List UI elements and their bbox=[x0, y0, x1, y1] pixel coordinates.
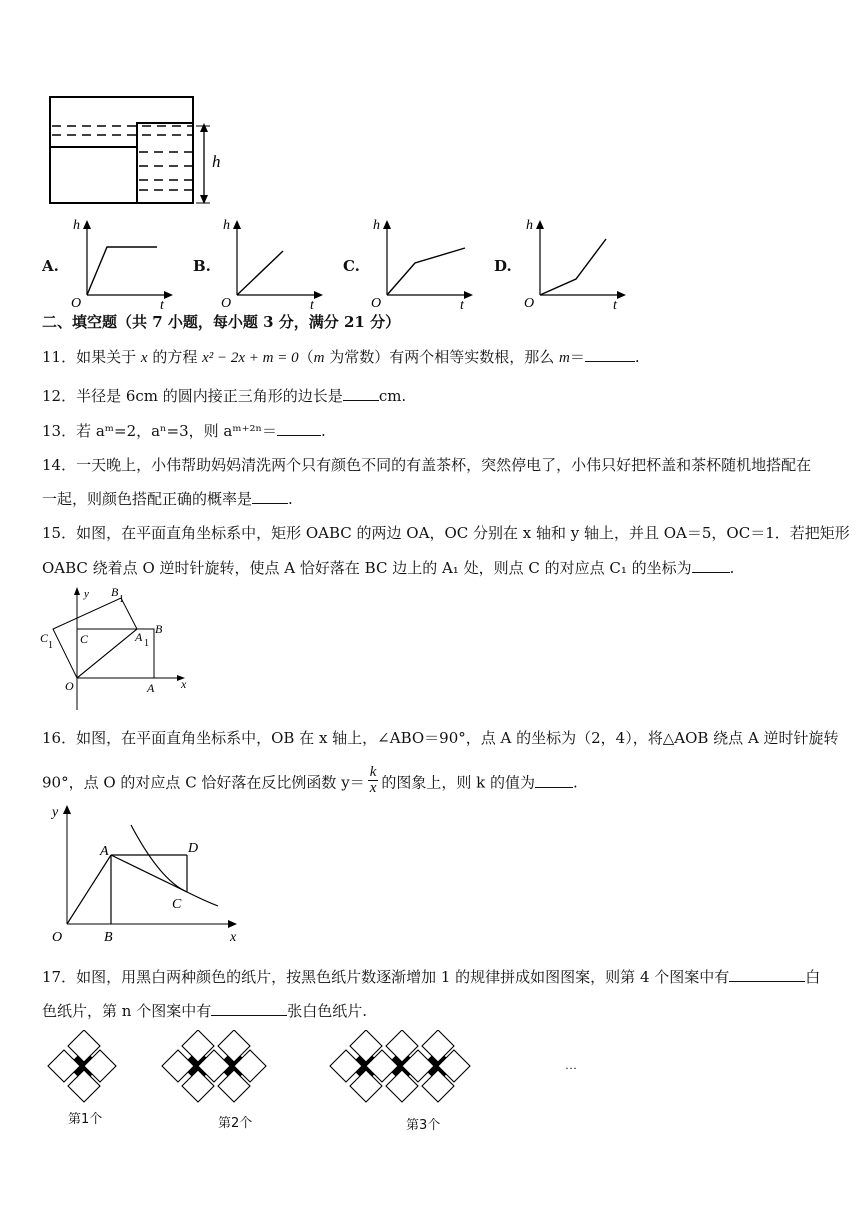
svg-text:h: h bbox=[526, 218, 533, 233]
answer-blank[interactable] bbox=[535, 773, 573, 788]
answer-blank[interactable] bbox=[211, 1001, 287, 1016]
svg-text:···: ··· bbox=[565, 1061, 577, 1075]
section-heading: 二、填空题（共 7 小题，每小题 3 分，满分 21 分） bbox=[42, 313, 401, 331]
container-figure bbox=[40, 90, 230, 210]
svg-text:B: B bbox=[111, 585, 119, 599]
svg-text:h: h bbox=[223, 218, 230, 233]
pattern-caption-2: 第2个 bbox=[218, 1116, 253, 1131]
svg-text:A: A bbox=[100, 844, 109, 859]
answer-blank[interactable] bbox=[585, 347, 635, 362]
question-14-line1: 14．一天晚上，小伟帮助妈妈清洗两个只有颜色不同的有盖茶杯，突然停电了，小伟只好把杯盖和茶杯随机地搭配在 bbox=[42, 456, 812, 474]
q16-figure bbox=[40, 800, 250, 950]
h-label: h bbox=[212, 152, 221, 171]
white-tile bbox=[48, 1050, 80, 1082]
svg-text:C: C bbox=[80, 632, 89, 646]
question-14-line2: 一起，则颜色搭配正确的概率是 . bbox=[42, 490, 293, 508]
option-letter: B. bbox=[193, 257, 211, 275]
question-16-line2: 90°，点 O 的对应点 C 恰好落在反比例函数 y＝ $\frac{k}{x}$ 的图象上，则 k 的值为 . bbox=[42, 764, 578, 796]
svg-text:x: x bbox=[181, 677, 187, 691]
svg-text:1: 1 bbox=[119, 594, 124, 605]
svg-text:A: A bbox=[147, 681, 155, 695]
question-12: 12．半径是 6cm 的圆内接正三角形的边长是 cm. bbox=[42, 387, 407, 405]
svg-text:h: h bbox=[73, 218, 80, 233]
svg-text:O: O bbox=[65, 679, 74, 693]
svg-text:B: B bbox=[155, 622, 163, 636]
pattern-caption-3: 第3个 bbox=[406, 1118, 441, 1133]
white-tile bbox=[330, 1050, 362, 1082]
svg-text:B: B bbox=[104, 930, 113, 945]
answer-blank[interactable] bbox=[343, 386, 379, 401]
option-letter: D. bbox=[494, 257, 512, 275]
svg-text:t: t bbox=[460, 298, 464, 310]
question-15-line1: 15．如图，在平面直角坐标系中，矩形 OABC 的两边 OA，OC 分别在 x 轴和 y 轴上，并且 OA＝5，OC＝1．若把矩形 bbox=[42, 524, 850, 542]
svg-text:C: C bbox=[172, 897, 182, 912]
answer-blank[interactable] bbox=[277, 421, 321, 436]
question-16-line1: 16．如图，在平面直角坐标系中，OB 在 x 轴上，∠ABO＝90°，点 A 的坐标为（2，4），将△AOB 绕点 A 逆时针旋转 bbox=[42, 729, 839, 747]
svg-text:C: C bbox=[40, 631, 49, 645]
white-tile bbox=[162, 1050, 194, 1082]
question-11: 11．如果关于 x 的方程 x² − 2x + m = 0（m 为常数）有两个相等实数根，那么 m＝ . bbox=[42, 348, 640, 366]
question-17-line2: 色纸片，第 n 个图案中有 张白色纸片. bbox=[42, 1002, 367, 1020]
answer-blank[interactable] bbox=[729, 967, 805, 982]
svg-text:y: y bbox=[84, 588, 89, 600]
svg-text:O: O bbox=[524, 296, 535, 310]
svg-text:O: O bbox=[71, 296, 82, 310]
svg-text:O: O bbox=[221, 296, 232, 310]
svg-text:O: O bbox=[52, 930, 63, 945]
question-15-line2: OABC 绕着点 O 逆时针旋转，使点 A 恰好落在 BC 边上的 A₁ 处，则点 C 的对应点 C₁ 的坐标为 . bbox=[42, 559, 735, 577]
svg-text:1: 1 bbox=[48, 640, 53, 651]
svg-text:x: x bbox=[230, 930, 237, 945]
svg-text:y: y bbox=[52, 805, 59, 820]
svg-text:1: 1 bbox=[144, 638, 149, 649]
svg-text:A: A bbox=[135, 630, 143, 644]
answer-blank[interactable] bbox=[252, 489, 288, 504]
q15-figure bbox=[35, 582, 195, 714]
svg-text:t: t bbox=[310, 298, 314, 310]
question-17-line1: 17．如图，用黑白两种颜色的纸片，按黑色纸片数逐渐增加 1 的规律拼成如图图案，则第 4 个图案中有 白 bbox=[42, 968, 821, 986]
answer-blank[interactable] bbox=[692, 558, 730, 573]
pattern-caption-1: 第1个 bbox=[68, 1112, 103, 1127]
svg-text:h: h bbox=[373, 218, 380, 233]
svg-text:D: D bbox=[188, 841, 199, 856]
option-letter: A. bbox=[42, 257, 59, 275]
q17-pattern-figure bbox=[40, 1030, 600, 1120]
question-13: 13．若 aᵐ=2，aⁿ=3，则 aᵐ⁺²ⁿ＝ . bbox=[42, 422, 326, 440]
svg-text:t: t bbox=[160, 298, 164, 310]
svg-text:t: t bbox=[613, 298, 617, 310]
svg-text:O: O bbox=[371, 296, 382, 310]
option-letter: C. bbox=[343, 257, 360, 275]
